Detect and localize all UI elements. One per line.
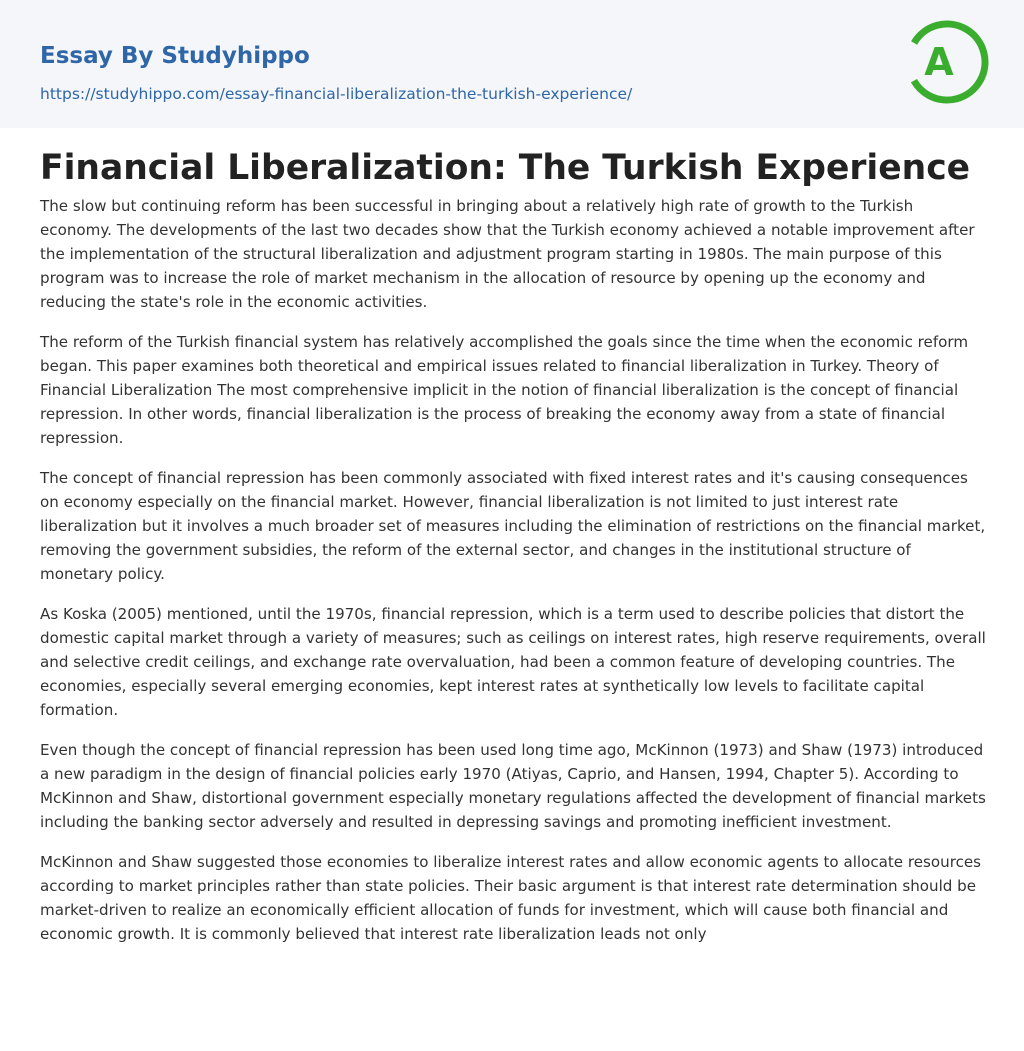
logo-letter: A (924, 40, 954, 84)
site-header (0, 0, 1024, 128)
essay-body (40, 194, 986, 962)
essay-paragraph-4: As Koska (2005) mentioned, until the 1970s, financial repression, which is a term used to describe policies that distort the domestic capital market through a variety of measures; such as ceilings on interest rates, high reserve requirements, overall and selective credit ceilings, and exchange rate overvaluation, had been a common feature of developing countries. The economies, especially several emerging economies, kept interest rates at synthetically low levels to facilitate capital formation. (40, 605, 986, 719)
essay-paragraph-6: McKinnon and Shaw suggested those economies to liberalize interest rates and allow economic agents to allocate resources according to market principles rather than state policies. Their basic argument is that interest rate determination should be market-driven to realize an economically efficient allocation of funds for investment, which will cause both financial and economic growth. It is commonly believed that interest rate liberalization leads not only (40, 853, 982, 943)
studyhippo-logo-icon[interactable] (909, 18, 989, 108)
essay-paragraph-5: Even though the concept of financial repression has been used long time ago, McKinnon (1973) and Shaw (1973) introduced a new paradigm in the design of financial policies early 1970 (Atiyas, Caprio, and Hansen, 1994, Chapter 5). According to McKinnon and Shaw, distortional government especially monetary regulations affected the development of financial markets including the banking sector adversely and resulted in depressing savings and promoting inefficient investment. (40, 741, 986, 831)
essay-paragraph-3: The concept of financial repression has been commonly associated with fixed interest rates and it's causing consequences on economy especially on the financial market. However, financial liberalization is not limited to just interest rate liberalization but it involves a much broader set of measures including the elimination of restrictions on the financial market, removing the government subsidies, the reform of the external sector, and changes in the institutional structure of monetary policy. (40, 469, 986, 583)
site-title[interactable]: Essay By Studyhippo (40, 43, 310, 69)
essay-paragraph-1: The slow but continuing reform has been successful in bringing about a relatively high rate of growth to the Turkish economy. The developments of the last two decades show that the Turkish economy achieved a notable improvement after the implementation of the structural liberalization and adjustment program starting in 1980s. The main purpose of this program was to increase the role of market mechanism in the allocation of resource by opening up the economy and reducing the state's role in the economic activities. (40, 197, 975, 311)
page-title: Financial Liberalization: The Turkish Experience (40, 148, 971, 188)
source-url-link[interactable]: https://studyhippo.com/essay-financial-liberalization-the-turkish-experience/ (40, 85, 633, 103)
essay-paragraph-2: The reform of the Turkish financial system has relatively accomplished the goals since the time when the economic reform began. This paper examines both theoretical and empirical issues related to financial liberalization in Turkey. Theory of Financial Liberalization The most comprehensive implicit in the notion of financial liberalization is the concept of financial repression. In other words, financial liberalization is the process of breaking the economy away from a state of financial repression. (40, 333, 969, 447)
